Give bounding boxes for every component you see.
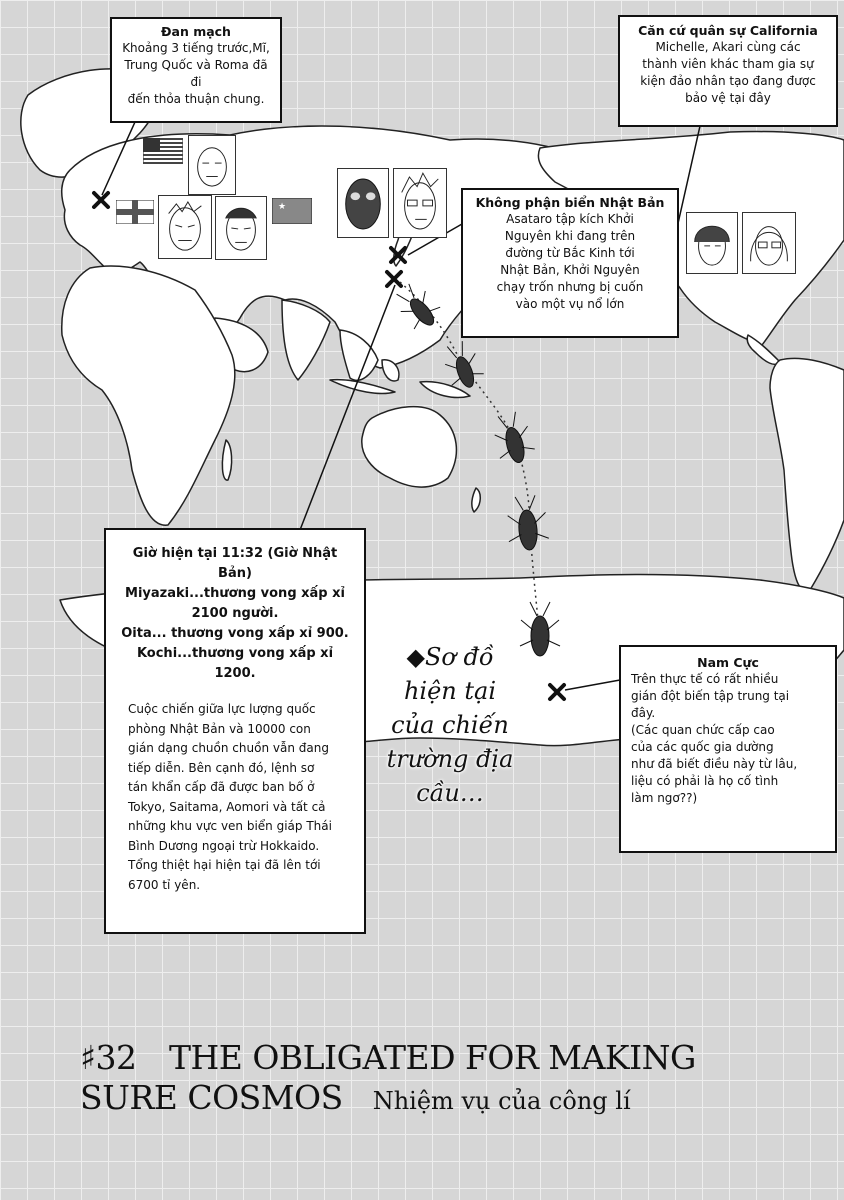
antarctica-line: liệu có phải là họ cố tình (631, 774, 779, 788)
report-head-line: Miyazaki...thương vong xấp xỉ (125, 586, 345, 601)
chapter-title (80, 1038, 780, 1124)
japan-line: Asataro tập kích Khởi (506, 212, 634, 226)
antarctica-line: làm ngơ??) (631, 791, 698, 805)
chapter-title-line2: SURE COSMOS (80, 1078, 343, 1117)
japan-title: Không phận biển Nhật Bản (475, 195, 665, 210)
report-body-line: Tổng thiệt hại hiện tại đã lên tới (128, 858, 321, 872)
california-line: thành viên khác tham gia sự (642, 57, 814, 71)
denmark-title: Đan mạch (161, 24, 231, 39)
character-portrait-china (215, 196, 267, 260)
report-head-line: 1200. (214, 666, 256, 681)
chapter-title-row2 (80, 1078, 780, 1124)
character-portrait-roma (158, 195, 212, 259)
report-body-line: phòng Nhật Bản và 10000 con (128, 721, 311, 736)
japan-sea-callout (461, 188, 679, 338)
denmark-line: Khoảng 3 tiếng trước,Mĩ, (122, 41, 270, 55)
california-line: Michelle, Akari cùng các (655, 40, 801, 54)
antarctica-line: của các quốc gia dường (631, 740, 774, 754)
caption-line: hiện tại (403, 677, 497, 705)
denmark-callout (110, 17, 282, 123)
antarctica-line: đây. (631, 706, 656, 720)
cockroach-icon (505, 494, 550, 551)
report-body-line: những khu vực ven biển giáp Thái (128, 819, 332, 833)
california-line: bảo vệ tại đây (685, 91, 771, 105)
antarctica-callout (619, 645, 837, 853)
caption-line: cầu… (416, 779, 484, 807)
caption-line: của chiến (391, 711, 509, 739)
antarctica-line: (Các quan chức cấp cao (631, 723, 775, 737)
chapter-subtitle: Nhiệm vụ của công lí (372, 1087, 631, 1115)
denmark-line: đến thỏa thuận chung. (127, 92, 265, 106)
character-portrait-asataro (393, 168, 447, 238)
report-body-line: 6700 tỉ yên. (128, 877, 201, 892)
report-body-line: Tokyo, Saitama, Aomori và tất cả (128, 799, 326, 814)
caption-line: ◆Sơ đồ (406, 643, 494, 671)
report-head-line: Kochi...thương vong xấp xỉ (136, 646, 334, 661)
new-zealand-landmass (472, 488, 480, 512)
california-callout (618, 15, 838, 127)
battlefield-caption (380, 640, 520, 810)
new-guinea-landmass (420, 382, 470, 398)
report-body-line: tiếp diễn. Bên cạnh đó, lệnh sơ (128, 760, 315, 775)
japan-line: chạy trốn nhưng bị cuốn (496, 280, 644, 294)
character-portrait-us (188, 135, 236, 195)
us-flag-icon (143, 138, 183, 164)
japan-line: Nguyên khi đang trên (504, 229, 636, 243)
report-body-line: Bình Dương ngoại trừ Hokkaido. (128, 838, 320, 853)
report-head-line: 2100 người. (191, 606, 279, 621)
report-body-line: gián dạng chuồn chuồn vẫn đang (128, 741, 329, 755)
china-flag-icon (272, 198, 312, 224)
denmark-line: Trung Quốc và Roma đã đi (124, 58, 268, 89)
antarctica-line: gián đột biến tập trung tại (631, 689, 790, 703)
report-body (118, 700, 352, 895)
antarctica-line: Trên thực tế có rất nhiều (631, 672, 779, 686)
report-head-line: Oita... thương vong xấp xỉ 900. (121, 626, 349, 641)
japan-line: vào một vụ nổ lớn (515, 297, 625, 311)
california-title: Căn cứ quân sự California (638, 23, 818, 38)
madagascar-landmass (222, 440, 231, 480)
antarctica-line: như đã biết điều này từ lâu, (631, 757, 798, 771)
character-portrait-michelle (686, 212, 738, 274)
japan-line: Nhật Bản, Khởi Nguyên (500, 263, 640, 277)
chapter-title-line1: ♯32 THE OBLIGATED FOR MAKING (80, 1038, 696, 1077)
report-body-line: Cuộc chiến giữa lực lượng quốc (128, 702, 316, 716)
report-body-line: tán khẩn cấp đã được ban bố ở (128, 780, 315, 794)
casualty-report-callout (104, 528, 366, 934)
australia-landmass (362, 407, 457, 487)
svg-text:★: ★ (278, 202, 287, 212)
antarctica-title: Nam Cực (697, 655, 759, 670)
california-line: kiện đảo nhân tạo đang được (640, 74, 816, 88)
character-portrait-cockroach (337, 168, 389, 238)
roma-flag-icon (116, 200, 154, 224)
cockroach-icon (489, 409, 537, 467)
japan-line: đường từ Bắc Kinh tới (505, 246, 635, 260)
report-head-line: Giờ hiện tại 11:32 (Giờ Nhật Bản) (132, 546, 338, 581)
south-america-landmass (770, 358, 844, 591)
indonesia-landmass (330, 380, 395, 394)
character-portrait-akari (742, 212, 796, 274)
caption-line: trường địa (386, 745, 514, 773)
